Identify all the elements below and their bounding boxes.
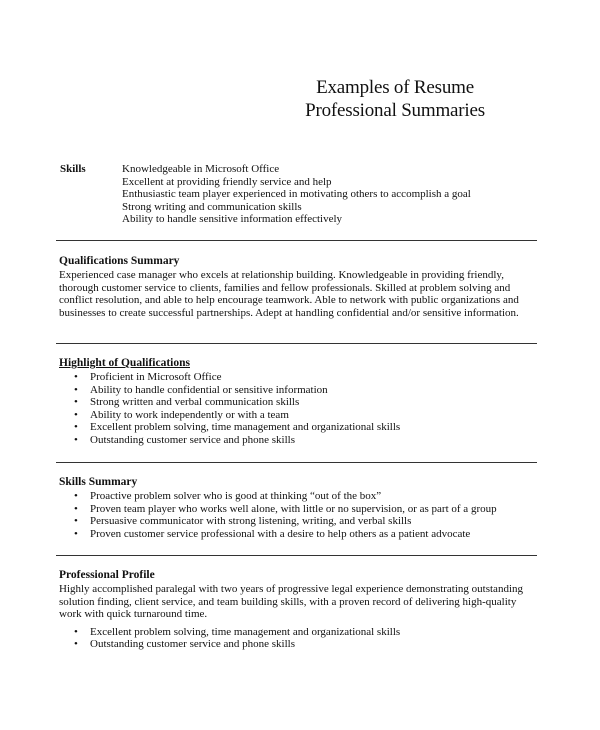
skills-item: Enthusiastic team player experienced in motivating others to accomplish a goal	[122, 188, 471, 200]
skills-item: Ability to handle sensitive information effectively	[122, 213, 343, 225]
section-divider	[56, 462, 537, 463]
professional-profile-heading: Professional Profile	[59, 569, 155, 581]
professional-profile-text: Highly accomplished paralegal with two years of progressive legal experience demonstrating outstanding solution finding, client service, and team building skills, with a proven record of delivering high-quality work with quick turnaround time.	[59, 583, 523, 621]
section-divider	[56, 240, 537, 241]
professional-profile-section	[59, 568, 539, 651]
title-line-2: Professional Summaries	[305, 100, 485, 121]
professional-profile-list	[59, 626, 539, 651]
list-item: • Strong written and verbal communication skills	[90, 396, 539, 409]
list-item: • Excellent problem solving, time management and organizational skills	[90, 421, 539, 434]
section-divider	[56, 555, 537, 556]
qualifications-summary-text: Experienced case manager who excels at relationship building. Knowledgeable in providing friendly, thorough customer service to clients, families and fellow professionals. Skilled at problem solving and conflict resolution, and able to help encourage teamwork. Able to network with public organizations and businesses to create successful partnerships. Adept at handling confidential and/or sensitive information.	[59, 269, 519, 319]
skills-list	[122, 163, 471, 226]
list-item: • Outstanding customer service and phone skills	[90, 434, 539, 447]
qualifications-summary-section	[59, 254, 539, 319]
skills-item: Knowledgeable in Microsoft Office	[122, 163, 280, 175]
section-divider	[56, 343, 537, 344]
list-item: • Proven team player who works well alone, with little or no supervision, or as part of a group	[90, 503, 539, 516]
highlight-list	[59, 371, 539, 447]
title-line-1: Examples of Resume	[316, 77, 474, 98]
skills-summary-list	[59, 490, 539, 540]
skills-summary-section	[59, 475, 539, 540]
skills-label: Skills	[60, 163, 86, 175]
skills-summary-heading: Skills Summary	[59, 476, 138, 488]
highlight-of-qualifications-section	[59, 356, 539, 447]
list-item: • Proficient in Microsoft Office	[90, 371, 539, 384]
list-item: • Excellent problem solving, time management and organizational skills	[90, 626, 539, 639]
list-item: • Ability to handle confidential or sensitive information	[90, 384, 539, 397]
highlight-of-qualifications-heading: Highlight of Qualifications	[59, 357, 190, 369]
skills-item: Strong writing and communication skills	[122, 200, 302, 213]
list-item: • Proactive problem solver who is good at thinking “out of the box”	[90, 490, 539, 503]
list-item: • Persuasive communicator with strong listening, writing, and verbal skills	[90, 515, 539, 528]
qualifications-summary-heading: Qualifications Summary	[59, 255, 180, 267]
list-item: • Outstanding customer service and phone skills	[90, 638, 539, 651]
list-item: • Ability to work independently or with a team	[90, 409, 539, 422]
document-title	[280, 76, 510, 122]
skills-item: Excellent at providing friendly service and help	[122, 175, 332, 188]
list-item: • Proven customer service professional with a desire to help others as a patient advocate	[90, 528, 539, 541]
